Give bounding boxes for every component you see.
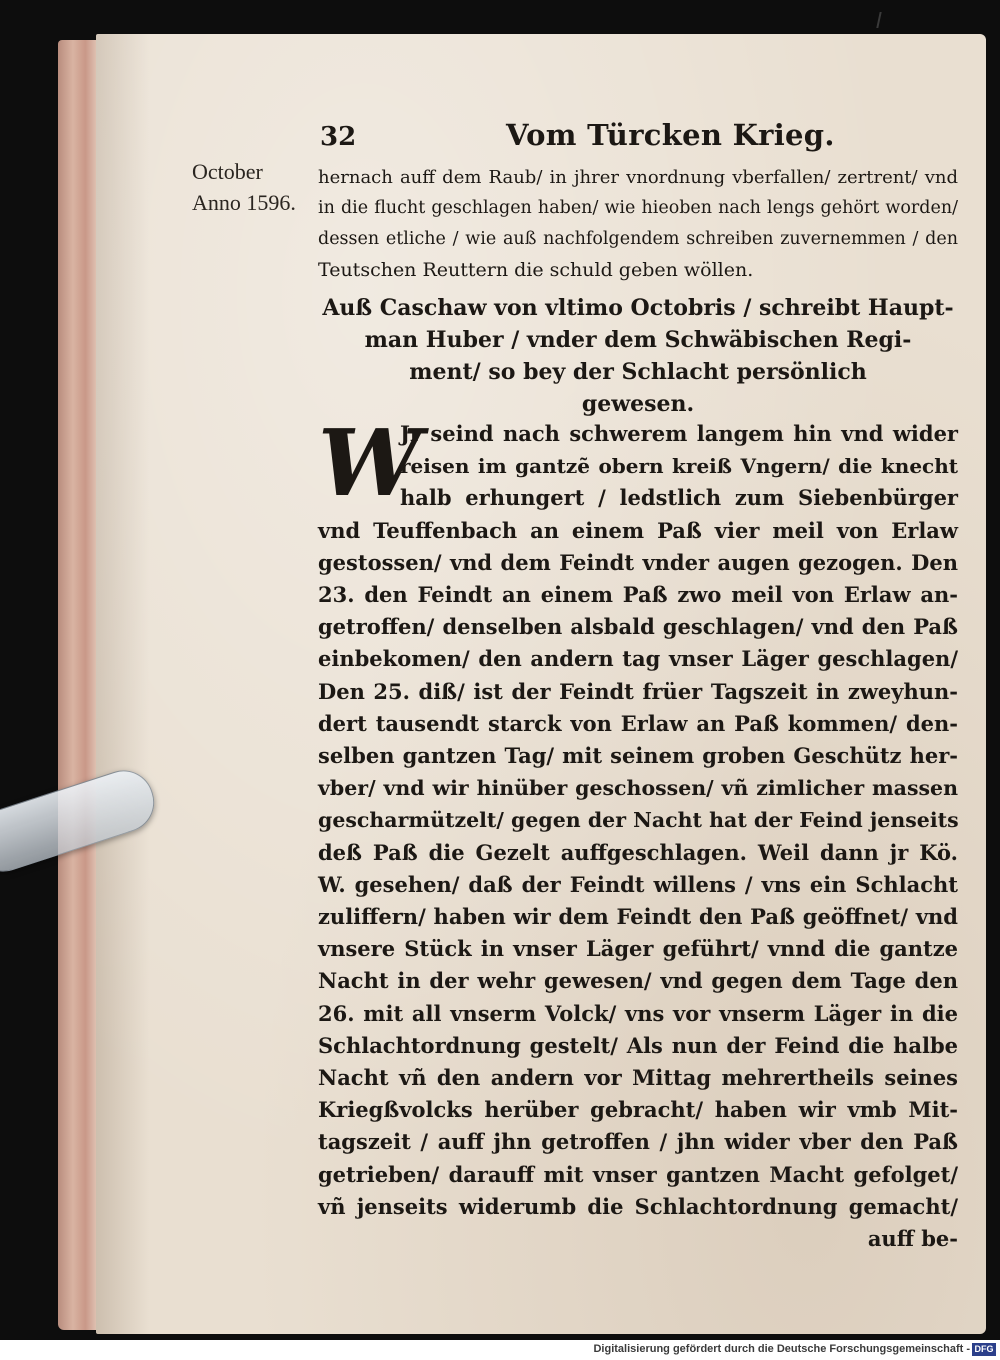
- funding-credit: Digitalisierung gefördert durch die Deutsche Forschungsgemeinschaft -: [593, 1343, 970, 1355]
- text-line: W. gesehen/ daß der Feindt willens / vns ein Schlacht: [318, 871, 958, 897]
- letter-body: [318, 409, 959, 1255]
- text-line: vnd Teuffenbach an einem Paß vier meil von Erlaw: [318, 517, 958, 543]
- text-line: Teutschen Reuttern die schuld geben wöllen.: [318, 259, 754, 281]
- text-line: vñ jenseits widerumb die Schlachtordnung gemacht/: [318, 1193, 958, 1219]
- page-header: [0, 118, 1000, 158]
- catchword: auff be-: [867, 1226, 958, 1252]
- decorated-initial: W: [318, 409, 422, 517]
- text-line: reisen im gantzẽ obern kreiß Vngern/ die knecht: [400, 454, 958, 479]
- text-line: Jr seind nach schwerem langem hin vnd wider: [400, 421, 958, 446]
- text-line: halb erhungert / ledstlich zum Siebenbürger: [400, 485, 958, 511]
- page-number: 32: [320, 122, 357, 152]
- text-line: getroffen/ denselben alsbald geschlagen/ vnd den Paß: [318, 614, 958, 640]
- text-line: Nacht vñ den andern vor Mittag mehrertheils seines: [318, 1065, 958, 1091]
- text-line: 26. mit all vnserm Volck/ vns vor vnserm Läger in die: [318, 1000, 958, 1026]
- text-line: selben gantzen Tag/ mit seinem groben Geschütz her-: [318, 743, 958, 769]
- text-line: gestossen/ vnd dem Feindt vnder augen gezogen. Den: [318, 549, 958, 575]
- heading-line: ment/ so bey der Schlacht persönlich: [409, 359, 867, 385]
- text-line: Kriegßvolcks herüber gebracht/ haben wir vmb Mit-: [318, 1097, 958, 1123]
- margin-note: [192, 156, 324, 218]
- running-title: Vom Türcken Krieg.: [506, 118, 835, 152]
- text-line: einbekomen/ den andern tag vnser Läger geschlagen/: [318, 646, 958, 672]
- text-line: Den 25. diß/ ist der Feindt früer Tagszeit in zweyhun-: [318, 678, 958, 704]
- margin-note-year: Anno 1596.: [192, 190, 296, 215]
- text-line: dessen etliche / wie auß nachfolgendem schreiben zuvernemmen / den: [318, 229, 958, 249]
- text-line: zuliffern/ haben wir dem Feindt den Paß geöffnet/ vnd: [318, 904, 958, 930]
- text-line: 23. den Feindt an einem Paß zwo meil von Erlaw an-: [318, 582, 958, 608]
- section-heading: [318, 292, 958, 420]
- text-line: hernach auff dem Raub/ in jhrer vnordnung vberfallen/ zertrent/ vnd: [318, 167, 958, 188]
- text-line: tagszeit / auff jhn getroffen / jhn wider vber den Paß: [318, 1129, 958, 1155]
- footer-bar: [0, 1340, 1000, 1360]
- dfg-logo: DFG: [972, 1343, 996, 1356]
- text-line: deß Paß die Gezelt auffgeschlagen. Weil dann jr Kö.: [318, 839, 958, 865]
- text-line: Schlachtordnung gestelt/ Als nun der Feind die halbe: [318, 1032, 958, 1058]
- margin-note-month: October: [192, 159, 263, 184]
- text-line: in die flucht geschlagen haben/ wie hieoben nach lengs gehört worden/: [318, 198, 958, 218]
- text-line: gescharmützelt/ gegen der Nacht hat der Feind jenseits: [318, 808, 959, 833]
- heading-line: man Huber / vnder dem Schwäbischen Regi-: [364, 327, 912, 353]
- paragraph-intro: [318, 162, 958, 286]
- text-line: vnsere Stück in vnser Läger geführt/ vnnd die gantze: [318, 936, 958, 962]
- text-line: vber/ vnd wir hinüber geschossen/ vñ zimlicher massen: [318, 776, 958, 801]
- text-line: getrieben/ darauff mit vnser gantzen Macht gefolget/: [318, 1161, 958, 1187]
- text-line: dert tausendt starck von Erlaw an Paß kommen/ den-: [318, 710, 958, 736]
- heading-line: Auß Caschaw von vltimo Octobris / schreibt Haupt-: [322, 295, 954, 321]
- heading-line: gewesen.: [581, 391, 695, 417]
- text-line: Nacht in der wehr gewesen/ vnd gegen dem Tage den: [318, 968, 958, 994]
